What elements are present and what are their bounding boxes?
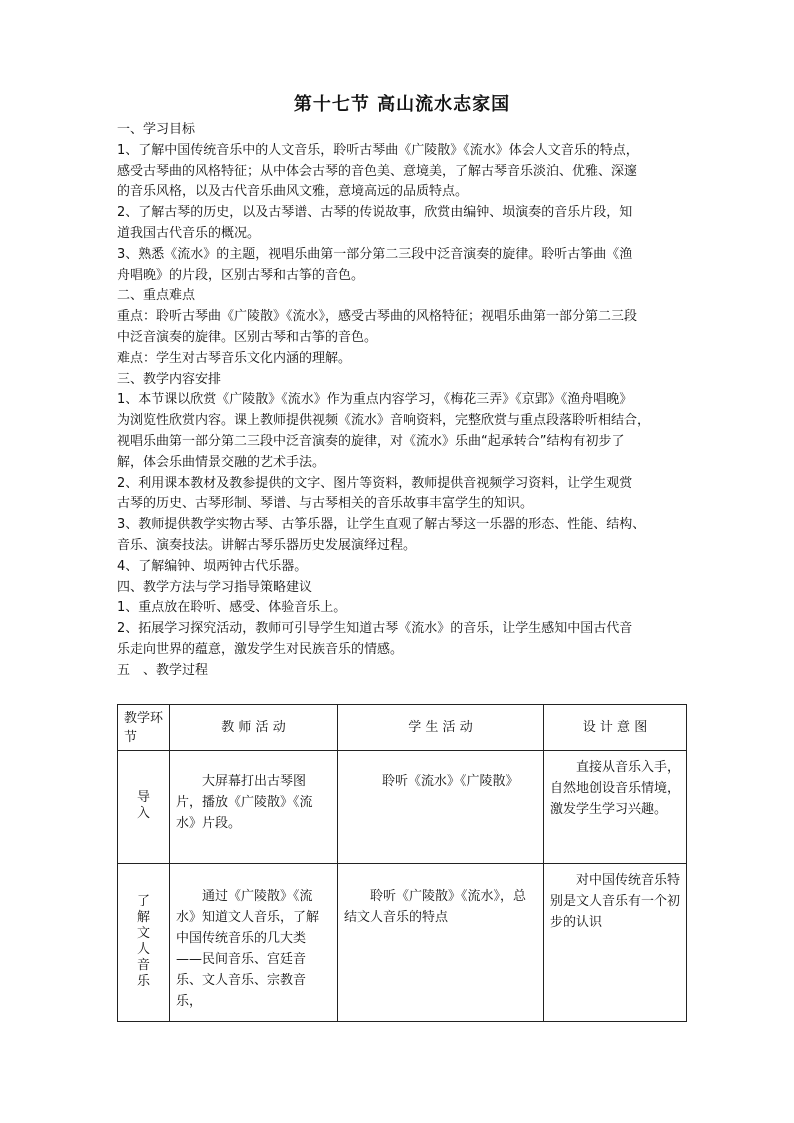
content-line: 1、本节课以欣赏《广陵散》《流水》作为重点内容学习，《梅花三弄》《京郢》《渔舟唱晚》 xyxy=(117,392,633,408)
stage-label: 了解文人音乐 xyxy=(136,893,150,989)
teacher-activity-cell xyxy=(170,864,338,1022)
methods-line: 2、拓展学习探究活动，教师可引导学生知道古琴《流水》的音乐，让学生感知中国古代音 xyxy=(117,621,633,637)
content-line: 视唱乐曲第一部分第二三段中泛音演奏的旋律，对《流水》乐曲“起承转合”结构有初步了 xyxy=(117,433,625,449)
methods-line: 乐走向世界的蕴意，激发学生对民族音乐的情感。 xyxy=(117,641,404,657)
stage-cell xyxy=(118,864,170,1022)
content-line: 3、教师提供教学实物古琴、古筝乐器，让学生直观了解古琴这一乐器的形态、性能、结构、 xyxy=(117,517,646,533)
document-body xyxy=(117,92,687,682)
table-header-row xyxy=(118,705,687,751)
header-student-activity: 学 生 活 动 xyxy=(338,705,544,751)
key-points-line: 中泛音演奏的旋律。区别古琴和古筝的音色。 xyxy=(117,329,378,345)
objectives-line: 感受古琴曲的风格特征；从中体会古琴的音色美、意境美，了解古琴音乐淡泊、优雅、深邃 xyxy=(117,163,638,179)
page-title: 第十七节 高山流水志家国 xyxy=(293,94,511,115)
objectives-line: 舟唱晚》的片段，区别古琴和古筝的音色。 xyxy=(117,267,365,283)
stage-cell xyxy=(118,751,170,864)
section-heading-content: 三、教学内容安排 xyxy=(117,371,222,387)
student-activity-text: 聆听《流水》《广陵散》 xyxy=(382,774,519,789)
objectives-line: 1、了解中国传统音乐中的人文音乐，聆听古琴曲《广陵散》《流水》体会人文音乐的特点， xyxy=(117,142,639,158)
content-line: 4、了解编钟、埙两钟古代乐器。 xyxy=(117,558,308,574)
design-intent-cell xyxy=(544,751,687,864)
design-intent-cell xyxy=(544,864,687,1022)
table-row xyxy=(118,751,687,864)
methods-line: 1、重点放在聆听、感受、体验音乐上。 xyxy=(117,600,347,616)
teacher-activity-cell xyxy=(170,751,338,864)
teacher-activity-text: 通过《广陵散》《流水》知道文人音乐，了解中国传统音乐的几大类——民间音乐、宫廷音乐、文人音乐、宗教音乐， xyxy=(176,889,320,1009)
content-line: 古琴的历史、古琴形制、琴谱、与古琴相关的音乐故事丰富学生的知识。 xyxy=(117,496,534,512)
stage-label: 导入 xyxy=(136,790,150,821)
design-intent-text: 对中国传统音乐特别是文人音乐有一个初步的认识 xyxy=(550,873,681,930)
section-heading-process: 五 、教学过程 xyxy=(117,662,209,678)
section-heading-methods: 四、教学方法与学习指导策略建议 xyxy=(117,579,313,595)
student-activity-text: 聆听《广陵散》《流水》，总结文人音乐的特点 xyxy=(344,889,527,925)
table-row xyxy=(118,864,687,1022)
section-heading-key-points: 二、重点难点 xyxy=(117,288,196,304)
teacher-activity-text: 大屏幕打出古琴图片，播放《广陵散》《流水》片段。 xyxy=(176,774,313,831)
section-heading-objectives: 一、学习目标 xyxy=(117,122,196,137)
objectives-line: 2、了解古琴的历史，以及古琴谱、古琴的传说故事，欣赏由编钟、埙演奏的音乐片段，知 xyxy=(117,205,633,221)
objectives-line: 3、熟悉《流水》的主题，视唱乐曲第一部分第二三段中泛音演奏的旋律。聆听古筝曲《渔 xyxy=(117,246,633,262)
content-line: 解，体会乐曲情景交融的艺术手法。 xyxy=(117,454,326,470)
objectives-line: 道我国古代音乐的概况。 xyxy=(117,225,261,241)
student-activity-cell xyxy=(338,864,544,1022)
header-stage: 教学环节 xyxy=(118,705,170,751)
header-teacher-activity: 教 师 活 动 xyxy=(170,705,338,751)
objectives-line: 的音乐风格，以及古代音乐曲风文雅，意境高远的品质特点。 xyxy=(117,184,469,200)
header-design-intent: 设 计 意 图 xyxy=(544,705,687,751)
content-line: 2、利用课本教材及教参提供的文字、图片等资料，教师提供音视频学习资料，让学生观赏 xyxy=(117,475,633,491)
teaching-process-table xyxy=(117,704,687,1022)
content-line: 为浏览性欣赏内容。课上教师提供视频《流水》音响资料，完整欣赏与重点段落聆听相结合， xyxy=(117,413,651,429)
student-activity-cell xyxy=(338,751,544,864)
key-points-line: 难点：学生对古琴音乐文化内涵的理解。 xyxy=(117,350,352,366)
content-line: 音乐、演奏技法。讲解古琴乐器历史发展演绎过程。 xyxy=(117,537,417,553)
key-points-line: 重点：聆听古琴曲《广陵散》《流水》，感受古琴曲的风格特征；视唱乐曲第一部分第二三段 xyxy=(117,309,638,325)
design-intent-text: 直接从音乐入手，自然地创设音乐情境，激发学生学习兴趣。 xyxy=(550,760,681,817)
